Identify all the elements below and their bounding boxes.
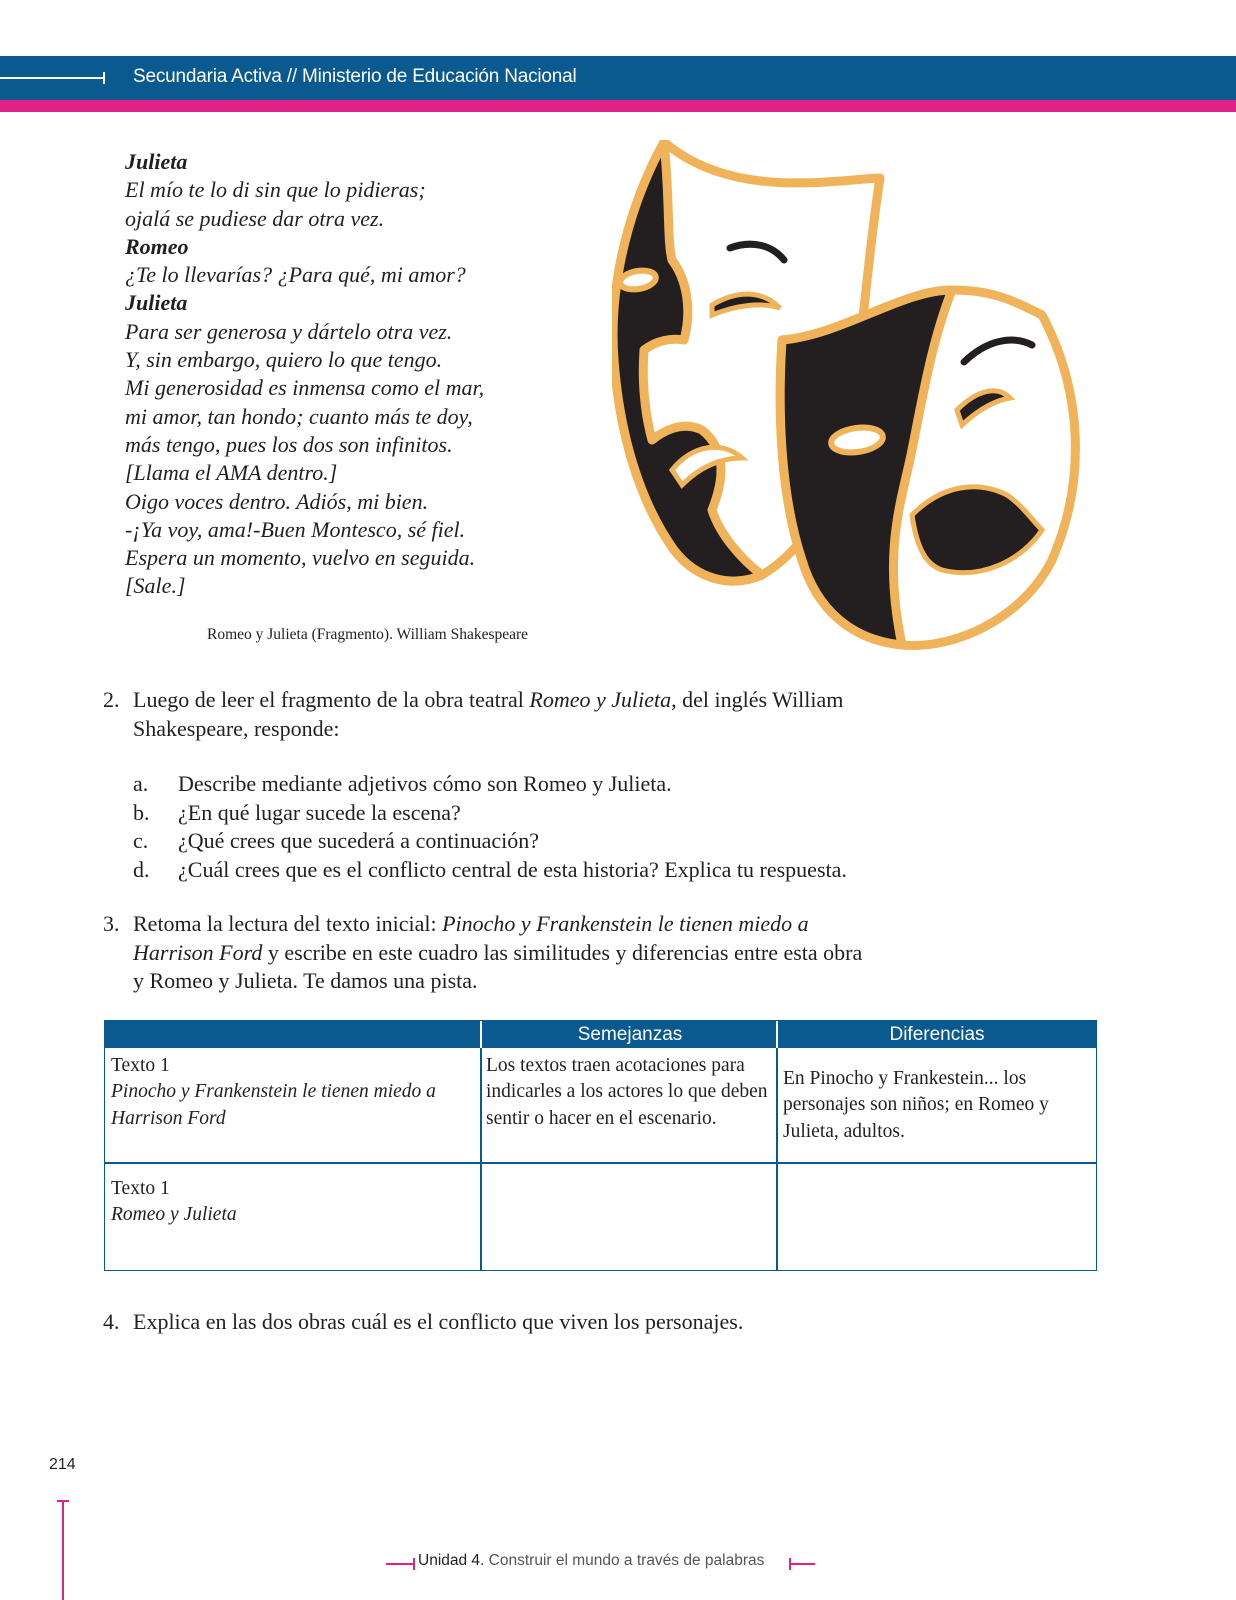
page-number: 214	[49, 1456, 76, 1473]
question-2	[103, 686, 873, 743]
item-text: ¿Cuál crees que es el conflicto central de esta historia? Explica tu respuesta.	[178, 856, 847, 882]
poem-excerpt	[125, 148, 484, 601]
row-title: Pinocho y Frankenstein le tienen miedo a Harrison Ford	[111, 1081, 436, 1129]
verse-line: ¿Te lo llevarías? ¿Para qué, mi amor?	[125, 262, 466, 288]
header-rule-tick	[103, 72, 105, 84]
header-title: Secundaria Activa // Ministerio de Educación Nacional	[133, 66, 577, 87]
column-divider	[776, 1021, 778, 1270]
theater-masks-icon	[612, 140, 1096, 660]
footer-unit	[418, 1552, 764, 1570]
work-title: Pinocho y Frankenstein le tienen miedo a Harrison Ford	[133, 911, 809, 965]
header-accent-stripe	[0, 100, 1236, 112]
table-row-2-label	[111, 1176, 471, 1229]
header-rule	[0, 77, 104, 79]
table-row-1-semejanzas: Los textos traen acotaciones para indicarles a los actores lo que deben sentir o hacer en el escenario.	[486, 1055, 768, 1129]
verse-line: Y, sin embargo, quiero lo que tengo.	[125, 347, 443, 373]
speaker-name: Julieta	[125, 149, 188, 174]
item-text: ¿En qué lugar sucede la escena?	[178, 799, 461, 825]
header-divider	[776, 1021, 778, 1048]
verse-line: mi amor, tan hondo; cuanto más te doy,	[125, 403, 473, 429]
margin-rule-tick	[57, 1500, 69, 1502]
question-text-end: y escribe en este cuadro las similitudes y diferencias entre esta obra y Romeo y Julieta. Te damos una pista.	[133, 939, 863, 993]
unit-title: Construir el mundo a través de palabras	[484, 1552, 765, 1569]
item-letter: b.	[133, 799, 150, 825]
column-divider	[480, 1021, 482, 1270]
item-letter: c.	[133, 828, 149, 853]
row-label: Texto 1	[111, 1055, 170, 1076]
question-number: 3.	[103, 911, 120, 936]
speaker-name: Julieta	[125, 290, 188, 316]
row-divider	[105, 1162, 1096, 1164]
question-number: 2.	[103, 687, 120, 712]
verse-line: [Sale.]	[125, 573, 186, 599]
question-text: Explica en las dos obras cuál es el conflicto que viven los personajes.	[133, 1309, 744, 1334]
verse-line: más tengo, pues los dos son infinitos.	[125, 431, 453, 457]
row-label: Texto 1	[111, 1178, 170, 1199]
question-number: 4.	[103, 1309, 120, 1334]
question-3	[103, 910, 873, 996]
question-text-end: , del inglés William Shakespeare, responde:	[133, 687, 844, 741]
margin-rule	[62, 1500, 64, 1600]
header-semejanzas: Semejanzas	[577, 1024, 683, 1045]
header-divider	[480, 1021, 482, 1048]
question-text: Retoma la lectura del texto inicial:	[133, 911, 443, 936]
table-row-1-label	[111, 1053, 471, 1132]
item-letter: d.	[133, 856, 150, 882]
header-diferencias: Diferencias	[889, 1024, 985, 1045]
row-title: Romeo y Julieta	[111, 1204, 237, 1226]
item-letter: a.	[133, 771, 149, 796]
verse-line: Para ser generosa y dártelo otra vez.	[125, 318, 453, 344]
footer-rule-left-tick	[413, 1558, 415, 1570]
verse-line: Mi generosidad es inmensa como el mar,	[125, 375, 485, 401]
work-title: Romeo y Julieta	[529, 687, 672, 712]
verse-line: El mío te lo di sin que lo pidieras;	[125, 177, 426, 203]
verse-line: Oigo voces dentro. Adiós, mi bien.	[125, 488, 429, 514]
table-row-1-diferencias: En Pinocho y Frankestein... los personajes son niños; en Romeo y Julieta, adultos.	[783, 1068, 1049, 1142]
verse-line: [Llama el AMA dentro.]	[125, 460, 338, 486]
footer-rule-right	[789, 1563, 815, 1565]
footer-rule-left	[386, 1563, 414, 1565]
item-text: ¿Qué crees que sucederá a continuación?	[178, 828, 539, 853]
unit-number: Unidad 4.	[418, 1552, 485, 1569]
verse-line: -¡Ya voy, ama!-Buen Montesco, sé fiel.	[125, 516, 466, 542]
footer-rule-right-tick	[789, 1558, 791, 1570]
comparison-table	[104, 1020, 1097, 1271]
verse-line: Espera un momento, vuelvo en seguida.	[125, 545, 476, 571]
question-text: Luego de leer el fragmento de la obra teatral	[133, 687, 530, 712]
speaker-name: Romeo	[125, 233, 189, 259]
item-text: Describe mediante adjetivos cómo son Romeo y Julieta.	[178, 771, 672, 796]
question-4	[103, 1308, 933, 1337]
poem-credit: Romeo y Julieta (Fragmento). William Shakespeare	[207, 626, 529, 643]
verse-line: ojalá se pudiese dar otra vez.	[125, 205, 385, 231]
